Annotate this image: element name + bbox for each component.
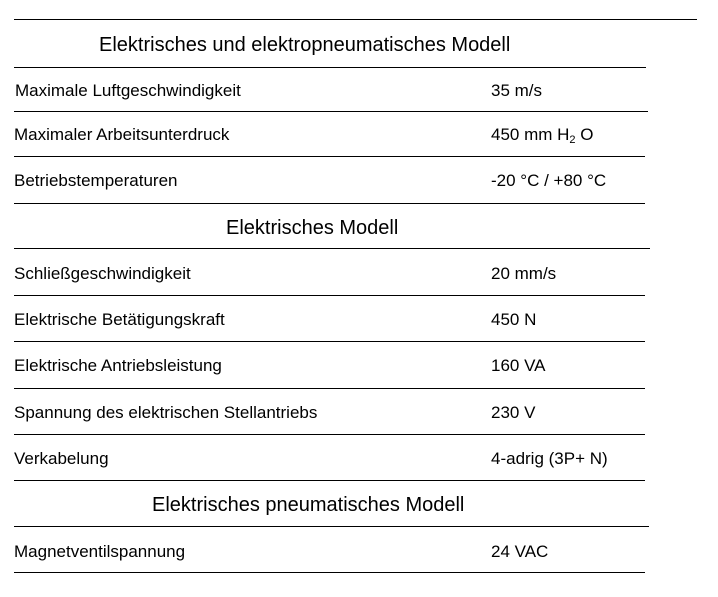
table-bottom-rule xyxy=(14,572,645,573)
table-top-rule xyxy=(14,19,697,20)
row-rule xyxy=(14,341,645,342)
row-value: 230 V xyxy=(491,403,536,422)
section-title: Elektrisches pneumatisches Modell xyxy=(152,494,465,516)
row-rule xyxy=(14,248,650,249)
row-label: Elektrische Antriebsleistung xyxy=(14,356,222,375)
section-title: Elektrisches Modell xyxy=(226,217,399,239)
row-rule xyxy=(14,480,645,481)
row-label: Maximale Luftgeschwindigkeit xyxy=(15,81,241,100)
row-rule xyxy=(14,111,648,112)
row-value: 4-adrig (3P+ N) xyxy=(491,449,608,468)
row-label: Maximaler Arbeitsunterdruck xyxy=(14,125,230,144)
row-value: 160 VA xyxy=(491,356,546,375)
row-rule xyxy=(14,67,646,68)
row-value: 35 m/s xyxy=(491,81,543,100)
row-rule xyxy=(14,203,645,204)
row-label: Spannung des elektrischen Stellantriebs xyxy=(14,403,318,422)
row-rule xyxy=(14,388,645,389)
row-label: Elektrische Betätigungskraft xyxy=(14,310,225,329)
row-rule xyxy=(14,526,649,527)
row-value: 24 VAC xyxy=(491,542,549,561)
row-value-tail: O xyxy=(575,125,594,144)
row-rule xyxy=(14,295,645,296)
row-label: Schließgeschwindigkeit xyxy=(14,264,191,283)
row-label: Verkabelung xyxy=(14,449,109,468)
row-value xyxy=(491,125,594,146)
row-value-subscript: 2 xyxy=(569,134,576,146)
section-title: Elektrisches und elektropneumatisches Modell xyxy=(99,34,511,56)
row-label: Betriebstemperaturen xyxy=(14,171,178,190)
row-value: 450 N xyxy=(491,310,537,329)
row-label: Magnetventilspannung xyxy=(14,542,186,561)
row-rule xyxy=(14,434,645,435)
row-rule xyxy=(14,156,645,157)
row-value: -20 °C / +80 °C xyxy=(491,171,607,190)
row-value: 20 mm/s xyxy=(491,264,557,283)
row-value-main: 450 mm H xyxy=(491,125,570,144)
